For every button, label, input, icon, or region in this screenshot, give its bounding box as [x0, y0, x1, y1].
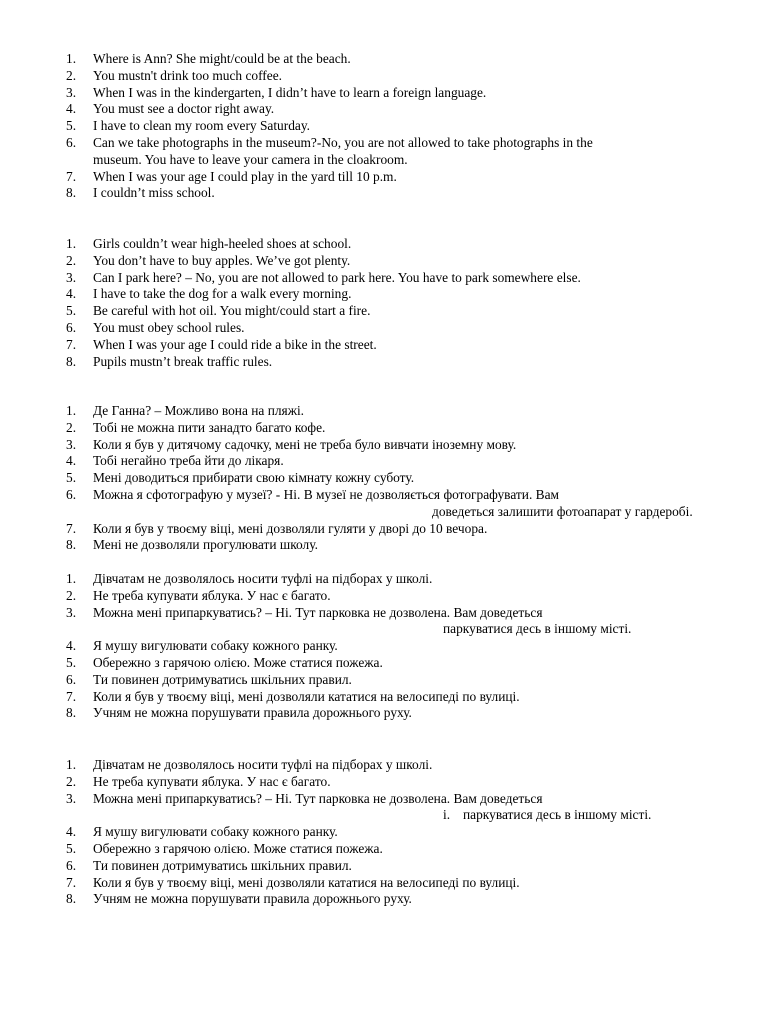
item-text: Where is Ann? She might/could be at the beach. — [93, 51, 351, 66]
item-text: When I was your age I could play in the yard till 10 p.m. — [93, 168, 397, 184]
item-text: When I was in the kindergarten, I didn’t have to learn a foreign language. — [93, 84, 487, 100]
item-text: Pupils mustn’t break traffic rules. — [93, 353, 273, 369]
item-text: Учням не можна порушувати правила дорожнього руху. — [93, 705, 412, 721]
list-item — [66, 437, 706, 454]
list-item — [66, 487, 706, 521]
item-number: 8. — [66, 537, 77, 553]
item-number: 2. — [66, 773, 77, 789]
exercise-1-list — [66, 51, 706, 202]
list-item — [66, 118, 706, 135]
item-text: Можна мені припаркуватись? – Ні. Тут парковка не дозволена. Вам доведеться — [93, 604, 543, 620]
item-number: 2. — [66, 67, 77, 83]
list-item — [66, 655, 706, 672]
list-item — [66, 337, 706, 354]
item-text: Ти повинен дотримуватись шкільних правил. — [93, 857, 352, 873]
item-number: 3. — [66, 604, 77, 620]
item-number: 2. — [66, 252, 77, 268]
item-number: 1. — [66, 51, 77, 66]
item-text: Коли я був у твоєму віці, мені дозволяли гуляти у дворі до 10 вечора. — [93, 520, 488, 536]
list-item — [66, 135, 706, 169]
exercise-3-list — [66, 403, 706, 554]
item-number: 1. — [66, 403, 77, 418]
item-text: Дівчатам не дозволялось носити туфлі на підборах у школі. — [93, 757, 433, 772]
list-item — [66, 841, 706, 858]
list-item — [66, 68, 706, 85]
list-item — [66, 470, 706, 487]
item-text: Коли я був у твоєму віці, мені дозволяли кататися на велосипеді по вулиці. — [93, 874, 520, 890]
list-item — [66, 605, 706, 639]
item-text: You mustn't drink too much coffee. — [93, 67, 283, 83]
item-text: Can I park here? – No, you are not allowed to park here. You have to park somewhere else. — [93, 269, 581, 285]
list-item — [66, 354, 706, 371]
item-number: 5. — [66, 118, 77, 134]
list-item — [66, 875, 706, 892]
item-text: Обережно з гарячою олією. Може статися пожежа. — [93, 654, 383, 670]
item-number: 7. — [66, 520, 77, 536]
item-text: Де Ганна? – Можливо вона на пляжі. — [93, 403, 305, 418]
item-text: Be careful with hot oil. You might/could start a fire. — [93, 303, 371, 319]
list-item — [66, 253, 706, 270]
list-item — [66, 689, 706, 706]
item-number: 4. — [66, 286, 77, 302]
item-text: Коли я був у дитячому садочку, мені не треба було вивчати іноземну мову. — [93, 436, 517, 452]
item-text: Ти повинен дотримуватись шкільних правил. — [93, 671, 352, 687]
item-text: When I was your age I could ride a bike in the street. — [93, 336, 377, 352]
item-number: 5. — [66, 303, 77, 319]
item-text: Учням не можна порушувати правила дорожнього руху. — [93, 891, 412, 907]
item-text: Не треба купувати яблука. У нас є багато. — [93, 773, 331, 789]
item-number: 6. — [66, 857, 77, 873]
list-item — [66, 588, 706, 605]
item-text: Can we take photographs in the museum?-No, you are not allowed to take photographs in the — [93, 134, 593, 150]
list-item — [66, 270, 706, 287]
item-text: You don’t have to buy apples. We’ve got plenty. — [93, 252, 351, 268]
list-item — [66, 757, 706, 774]
list-item — [66, 891, 706, 908]
list-item — [66, 236, 706, 253]
item-number: 1. — [66, 757, 77, 772]
item-text: Girls couldn’t wear high-heeled shoes at school. — [93, 236, 352, 251]
item-text: Коли я був у твоєму віці, мені дозволяли кататися на велосипеді по вулиці. — [93, 688, 520, 704]
list-item — [66, 537, 706, 554]
list-item — [66, 185, 706, 202]
item-number: 4. — [66, 453, 77, 469]
item-number: 5. — [66, 654, 77, 670]
item-number: 4. — [66, 638, 77, 654]
item-text: Мені не дозволяли прогулювати школу. — [93, 537, 318, 553]
item-number: 8. — [66, 705, 77, 721]
exercise-5-list — [66, 757, 706, 908]
item-number: 8. — [66, 891, 77, 907]
list-item — [66, 824, 706, 841]
list-item — [66, 85, 706, 102]
item-number: 6. — [66, 319, 77, 335]
item-number: 7. — [66, 688, 77, 704]
item-number: 1. — [66, 236, 77, 251]
item-text-continuation: паркуватися десь в іншому місті. — [443, 621, 632, 637]
item-number: 2. — [66, 587, 77, 603]
list-item — [66, 286, 706, 303]
list-item — [66, 705, 706, 722]
list-item — [66, 774, 706, 791]
sub-item-text: паркуватися десь в іншому місті. — [463, 807, 652, 823]
list-item — [66, 420, 706, 437]
list-item — [66, 858, 706, 875]
list-item — [66, 791, 706, 825]
item-number: 5. — [66, 470, 77, 486]
item-text: I have to take the dog for a walk every morning. — [93, 286, 352, 302]
item-number: 7. — [66, 336, 77, 352]
item-text-continuation: доведеться залишити фотоапарат у гардеробі. — [432, 503, 693, 519]
list-item — [66, 672, 706, 689]
list-item — [66, 571, 706, 588]
item-text: I couldn’t miss school. — [93, 185, 215, 201]
item-number: 5. — [66, 840, 77, 856]
item-text: You must see a doctor right away. — [93, 101, 275, 117]
list-item — [66, 101, 706, 118]
item-number: 1. — [66, 571, 77, 586]
item-number: 7. — [66, 168, 77, 184]
item-text: Тобі не можна пити занадто багато кофе. — [93, 419, 326, 435]
item-text: Мені доводиться прибирати свою кімнату кожну суботу. — [93, 470, 415, 486]
item-number: 6. — [66, 134, 77, 150]
list-item — [66, 521, 706, 538]
item-number: 7. — [66, 874, 77, 890]
item-text: I have to clean my room every Saturday. — [93, 118, 311, 134]
sub-item-marker: i. — [443, 807, 451, 823]
item-number: 8. — [66, 185, 77, 201]
item-text: Тобі негайно треба йти до лікаря. — [93, 453, 284, 469]
item-text: Можна я сфотографую у музеї? - Ні. В музеї не дозволяється фотографувати. Вам — [93, 486, 559, 502]
item-text: Не треба купувати яблука. У нас є багато. — [93, 587, 331, 603]
list-item — [66, 403, 706, 420]
item-number: 4. — [66, 824, 77, 840]
item-text: You must obey school rules. — [93, 319, 245, 335]
item-text: Дівчатам не дозволялось носити туфлі на підборах у школі. — [93, 571, 433, 586]
list-item — [66, 51, 706, 68]
list-item — [66, 320, 706, 337]
item-number: 3. — [66, 790, 77, 806]
item-text: Можна мені припаркуватись? – Ні. Тут парковка не дозволена. Вам доведеться — [93, 790, 543, 806]
exercise-4-list — [66, 571, 706, 722]
item-number: 8. — [66, 353, 77, 369]
list-item — [66, 453, 706, 470]
item-text-continuation — [93, 807, 706, 824]
item-number: 2. — [66, 419, 77, 435]
item-number: 3. — [66, 84, 77, 100]
item-number: 6. — [66, 671, 77, 687]
item-text: Я мушу вигулювати собаку кожного ранку. — [93, 824, 338, 840]
item-text: Я мушу вигулювати собаку кожного ранку. — [93, 638, 338, 654]
list-item — [66, 638, 706, 655]
item-number: 6. — [66, 486, 77, 502]
item-number: 3. — [66, 436, 77, 452]
list-item — [66, 169, 706, 186]
item-text-continuation: museum. You have to leave your camera in the cloakroom. — [93, 151, 408, 167]
item-number: 4. — [66, 101, 77, 117]
item-number: 3. — [66, 269, 77, 285]
item-text: Обережно з гарячою олією. Може статися пожежа. — [93, 840, 383, 856]
exercise-2-list — [66, 236, 706, 370]
list-item — [66, 303, 706, 320]
